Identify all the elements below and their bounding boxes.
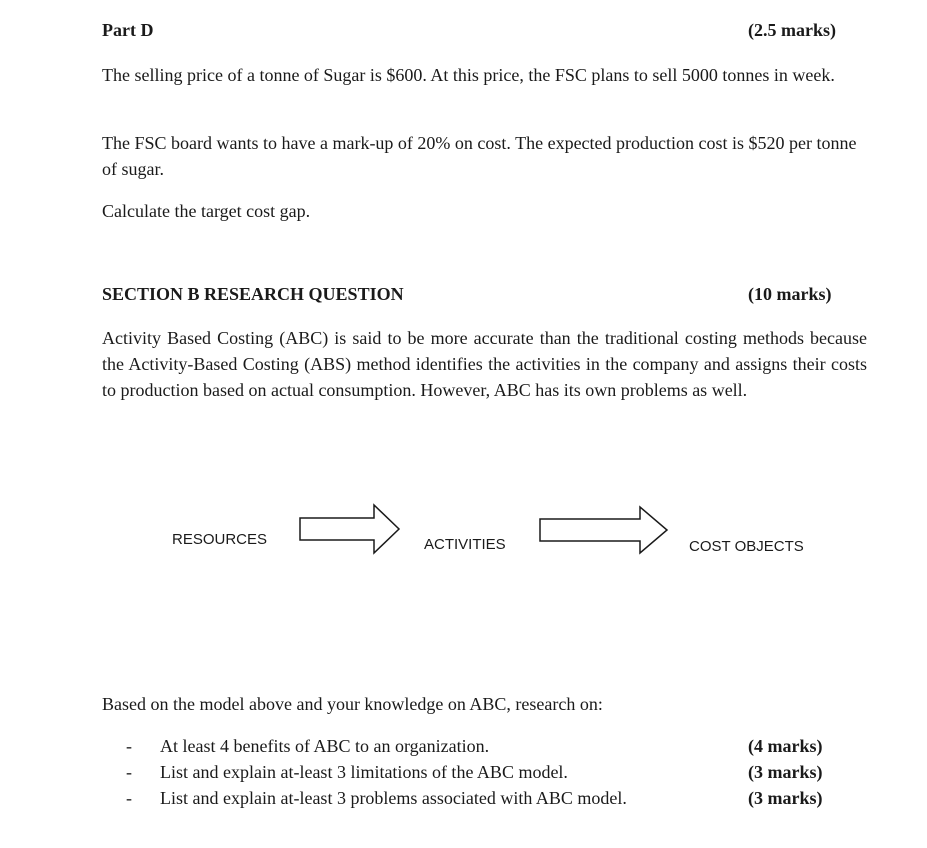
list-bullet: - xyxy=(126,762,132,782)
list-item-marks: (3 marks) xyxy=(748,762,823,782)
research-intro: Based on the model above and your knowledge on ABC, research on: xyxy=(102,694,603,714)
list-item-text: List and explain at-least 3 problems associated with ABC model. xyxy=(160,788,627,808)
diagram-activities-label: ACTIVITIES xyxy=(424,536,506,553)
part-d-paragraph-2: The FSC board wants to have a mark-up of 20% on cost. The expected production cost is $520 per tonne of sugar. xyxy=(102,133,857,179)
section-b-heading: SECTION B RESEARCH QUESTION xyxy=(102,284,404,304)
list-item xyxy=(126,762,846,788)
list-item xyxy=(126,788,846,814)
list-item-marks: (3 marks) xyxy=(748,788,823,808)
list-item-text: List and explain at-least 3 limitations of the ABC model. xyxy=(160,762,568,782)
right-arrow-icon xyxy=(538,505,670,555)
diagram-cost-objects-label: COST OBJECTS xyxy=(689,538,804,555)
section-b-marks: (10 marks) xyxy=(748,284,832,304)
list-item xyxy=(126,736,846,762)
list-bullet: - xyxy=(126,736,132,756)
list-item-text: At least 4 benefits of ABC to an organization. xyxy=(160,736,490,756)
part-d-marks: (2.5 marks) xyxy=(748,20,836,40)
diagram-resources-label: RESOURCES xyxy=(172,531,268,548)
part-d-paragraph-1: The selling price of a tonne of Sugar is $600. At this price, the FSC plans to sell 5000 tonnes in week. xyxy=(102,65,835,85)
part-d-paragraph-3: Calculate the target cost gap. xyxy=(102,201,311,221)
right-arrow-icon xyxy=(298,503,402,555)
list-item-marks: (4 marks) xyxy=(748,736,823,756)
part-d-heading: Part D xyxy=(102,20,154,40)
list-bullet: - xyxy=(126,788,132,808)
section-b-paragraph: Activity Based Costing (ABC) is said to be more accurate than the traditional costing methods because the Activity-Based Costing (ABS) method identifies the activities in the company and assigns their costs to production based on actual consumption. However, ABC has its own problems as well. xyxy=(102,328,867,400)
